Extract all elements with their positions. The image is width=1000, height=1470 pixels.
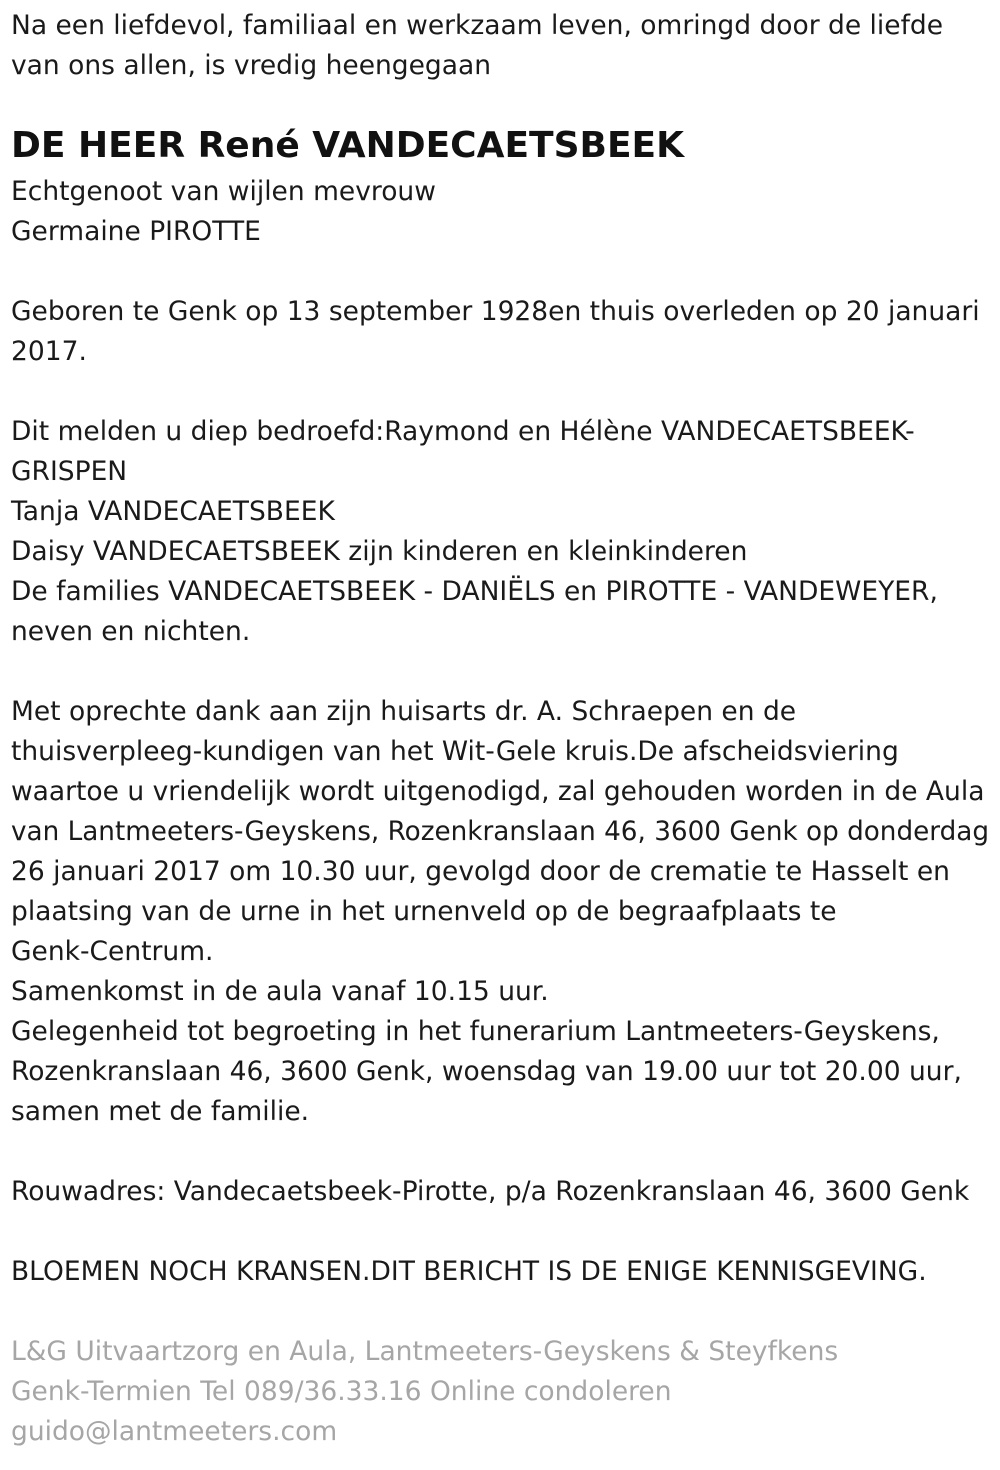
mourning-address: Rouwadres: Vandecaetsbeek-Pirotte, p/a Rozenkranslaan 46, 3600 Genk bbox=[11, 1176, 970, 1207]
spouse-line: Echtgenoot van wijlen mevrouw bbox=[11, 176, 436, 207]
ceremony-line: Rozenkranslaan 46, 3600 Genk, woensdag van 19.00 uur tot 20.00 uur, bbox=[11, 1056, 962, 1087]
birth-death-line: 2017. bbox=[11, 336, 87, 367]
ceremony-line: 26 januari 2017 om 10.30 uur, gevolgd door de crematie te Hasselt en bbox=[11, 856, 950, 887]
mourners-line: neven en nichten. bbox=[11, 616, 251, 647]
mourners-line: Tanja VANDECAETSBEEK bbox=[11, 496, 335, 527]
spacer bbox=[11, 1292, 990, 1332]
footer-line: Genk-Termien Tel 089/36.33.16 Online condoleren bbox=[11, 1376, 672, 1407]
mourners-line: De families VANDECAETSBEEK - DANIËLS en PIROTTE - VANDEWEYER, bbox=[11, 576, 938, 607]
spacer bbox=[11, 372, 990, 412]
spacer bbox=[11, 252, 990, 292]
footer-email: guido@lantmeeters.com bbox=[11, 1416, 338, 1447]
birth-death-block bbox=[11, 292, 990, 372]
spacer bbox=[11, 1212, 990, 1252]
ceremony-line: plaatsing van de urne in het urnenveld op de begraafplaats te bbox=[11, 896, 837, 927]
deceased-name: DE HEER René VANDECAETSBEEK bbox=[11, 125, 685, 166]
ceremony-line: thuisverpleeg-kundigen van het Wit-Gele kruis.De afscheidsviering bbox=[11, 736, 899, 767]
ceremony-line: Genk-Centrum. bbox=[11, 936, 214, 967]
spouse-block bbox=[11, 172, 990, 252]
mourners-line: Daisy VANDECAETSBEEK zijn kinderen en kleinkinderen bbox=[11, 536, 748, 567]
intro-line: van ons allen, is vredig heengegaan bbox=[11, 50, 492, 81]
spouse-line: Germaine PIROTTE bbox=[11, 216, 261, 247]
ceremony-line: Gelegenheid tot begroeting in het funerarium Lantmeeters-Geyskens, bbox=[11, 1016, 940, 1047]
mourners-block bbox=[11, 412, 990, 652]
mourners-line: Dit melden u diep bedroefd:Raymond en Hélène VANDECAETSBEEK- bbox=[11, 416, 915, 447]
mourners-line: GRISPEN bbox=[11, 456, 128, 487]
ceremony-line: Met oprechte dank aan zijn huisarts dr. A. Schraepen en de bbox=[11, 696, 797, 727]
ceremony-line: Samenkomst in de aula vanaf 10.15 uur. bbox=[11, 976, 549, 1007]
ceremony-line: waartoe u vriendelijk wordt uitgenodigd, zal gehouden worden in de Aula bbox=[11, 776, 985, 807]
spacer bbox=[11, 652, 990, 692]
intro-block bbox=[11, 6, 990, 86]
notice-line: BLOEMEN NOCH KRANSEN.DIT BERICHT IS DE ENIGE KENNISGEVING. bbox=[11, 1256, 927, 1287]
ceremony-block bbox=[11, 692, 990, 1132]
footer-line: L&G Uitvaartzorg en Aula, Lantmeeters-Geyskens & Steyfkens bbox=[11, 1336, 839, 1367]
birth-death-line: Geboren te Genk op 13 september 1928en thuis overleden op 20 januari bbox=[11, 296, 980, 327]
funeral-home-footer bbox=[11, 1332, 990, 1452]
ceremony-line: samen met de familie. bbox=[11, 1096, 310, 1127]
intro-line: Na een liefdevol, familiaal en werkzaam leven, omringd door de liefde bbox=[11, 10, 944, 41]
spacer bbox=[11, 1132, 990, 1172]
ceremony-line: van Lantmeeters-Geyskens, Rozenkranslaan 46, 3600 Genk op donderdag bbox=[11, 817, 989, 847]
